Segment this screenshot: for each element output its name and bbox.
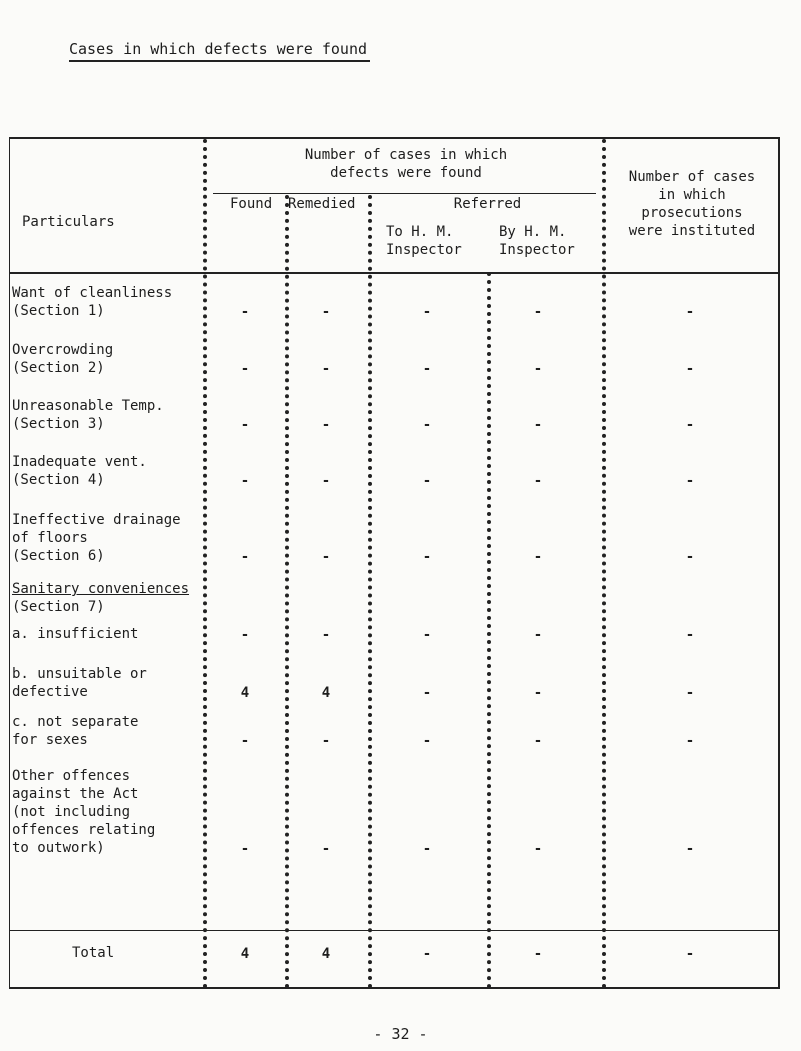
cell-found: - [240, 361, 250, 377]
total-found: 4 [240, 946, 250, 962]
column-separator-found [285, 195, 289, 989]
row-label: Want of cleanliness [12, 285, 173, 301]
cell-prosecutions: - [685, 841, 695, 857]
header-defects-found: defects were found [330, 165, 482, 181]
title-underline [69, 60, 370, 62]
cell-prosecutions: - [685, 685, 695, 701]
header-prosecutions-3: prosecutions [641, 205, 743, 221]
row-label: (Section 3) [12, 416, 105, 432]
cell-found: - [240, 627, 250, 643]
row-label: against the Act [12, 786, 139, 802]
cell-found: - [240, 417, 250, 433]
cell-by-hm: - [533, 304, 543, 320]
page-title: Cases in which defects were found [69, 40, 368, 58]
cell-remedied: - [321, 841, 331, 857]
total-prosecutions: - [685, 946, 695, 962]
header-particulars: Particulars [22, 214, 115, 230]
cell-by-hm: - [533, 473, 543, 489]
cell-remedied: - [321, 417, 331, 433]
cell-to-hm: - [422, 304, 432, 320]
header-by-hm: By H. M. [499, 224, 567, 240]
cell-remedied: - [321, 473, 331, 489]
cell-found: - [240, 841, 250, 857]
cell-prosecutions: - [685, 733, 695, 749]
header-by-hm-inspector: Inspector [499, 242, 575, 258]
cell-found: - [240, 304, 250, 320]
header-subdivider [213, 193, 596, 194]
cell-found: 4 [240, 685, 250, 701]
cell-prosecutions: - [685, 473, 695, 489]
row-label: Sanitary conveniences [12, 581, 190, 597]
cell-by-hm: - [533, 627, 543, 643]
defects-table [9, 137, 780, 989]
row-label: c. not separate [12, 714, 139, 730]
row-label: (not including [12, 804, 131, 820]
row-label: defective [12, 684, 88, 700]
row-label: (Section 2) [12, 360, 105, 376]
row-label: (Section 6) [12, 548, 105, 564]
total-remedied: 4 [321, 946, 331, 962]
cell-to-hm: - [422, 685, 432, 701]
row-label: a. insufficient [12, 626, 139, 642]
header-prosecutions-4: were instituted [628, 223, 756, 239]
cell-to-hm: - [422, 549, 432, 565]
cell-by-hm: - [533, 733, 543, 749]
cell-by-hm: - [533, 417, 543, 433]
cell-prosecutions: - [685, 627, 695, 643]
header-to-hm-inspector: Inspector [386, 242, 462, 258]
cell-by-hm: - [533, 361, 543, 377]
cell-prosecutions: - [685, 304, 695, 320]
row-label: of floors [12, 530, 88, 546]
cell-remedied: 4 [321, 685, 331, 701]
total-to-hm: - [422, 946, 432, 962]
row-label: for sexes [12, 732, 88, 748]
header-bottom-rule [10, 272, 779, 274]
row-label: (Section 7) [12, 599, 105, 615]
row-label: Unreasonable Temp. [12, 398, 164, 414]
cell-prosecutions: - [685, 417, 695, 433]
cell-remedied: - [321, 733, 331, 749]
row-label: Other offences [12, 768, 131, 784]
column-separator-particulars [203, 139, 207, 989]
header-referred: Referred [453, 196, 522, 212]
cell-remedied: - [321, 361, 331, 377]
column-separator-by-hm [602, 139, 606, 989]
row-label: Overcrowding [12, 342, 114, 358]
cell-found: - [240, 473, 250, 489]
cell-remedied: - [321, 549, 331, 565]
row-label: to outwork) [12, 840, 105, 856]
column-separator-remedied [368, 195, 372, 989]
total-by-hm: - [533, 946, 543, 962]
cell-remedied: - [321, 304, 331, 320]
row-label: offences relating [12, 822, 156, 838]
cell-to-hm: - [422, 417, 432, 433]
cell-remedied: - [321, 627, 331, 643]
column-separator-to-hm [487, 272, 491, 989]
row-label: (Section 4) [12, 472, 105, 488]
cell-prosecutions: - [685, 361, 695, 377]
header-prosecutions-2: in which [658, 187, 726, 203]
header-found: Found [230, 196, 273, 212]
total-label: Total [72, 945, 115, 961]
cell-to-hm: - [422, 841, 432, 857]
cell-to-hm: - [422, 361, 432, 377]
row-label: b. unsuitable or [12, 666, 147, 682]
total-rule [10, 930, 779, 931]
cell-prosecutions: - [685, 549, 695, 565]
header-prosecutions-1: Number of cases [628, 169, 756, 185]
cell-to-hm: - [422, 473, 432, 489]
header-number-of-cases: Number of cases in which [304, 147, 508, 163]
page-number: - 32 - [373, 1025, 428, 1043]
cell-by-hm: - [533, 549, 543, 565]
cell-by-hm: - [533, 685, 543, 701]
cell-to-hm: - [422, 627, 432, 643]
cell-found: - [240, 549, 250, 565]
row-label: Ineffective drainage [12, 512, 181, 528]
header-to-hm: To H. M. [386, 224, 454, 240]
cell-by-hm: - [533, 841, 543, 857]
row-label: Inadequate vent. [12, 454, 147, 470]
row-label: (Section 1) [12, 303, 105, 319]
cell-to-hm: - [422, 733, 432, 749]
cell-found: - [240, 733, 250, 749]
header-remedied: Remedied [288, 196, 356, 212]
